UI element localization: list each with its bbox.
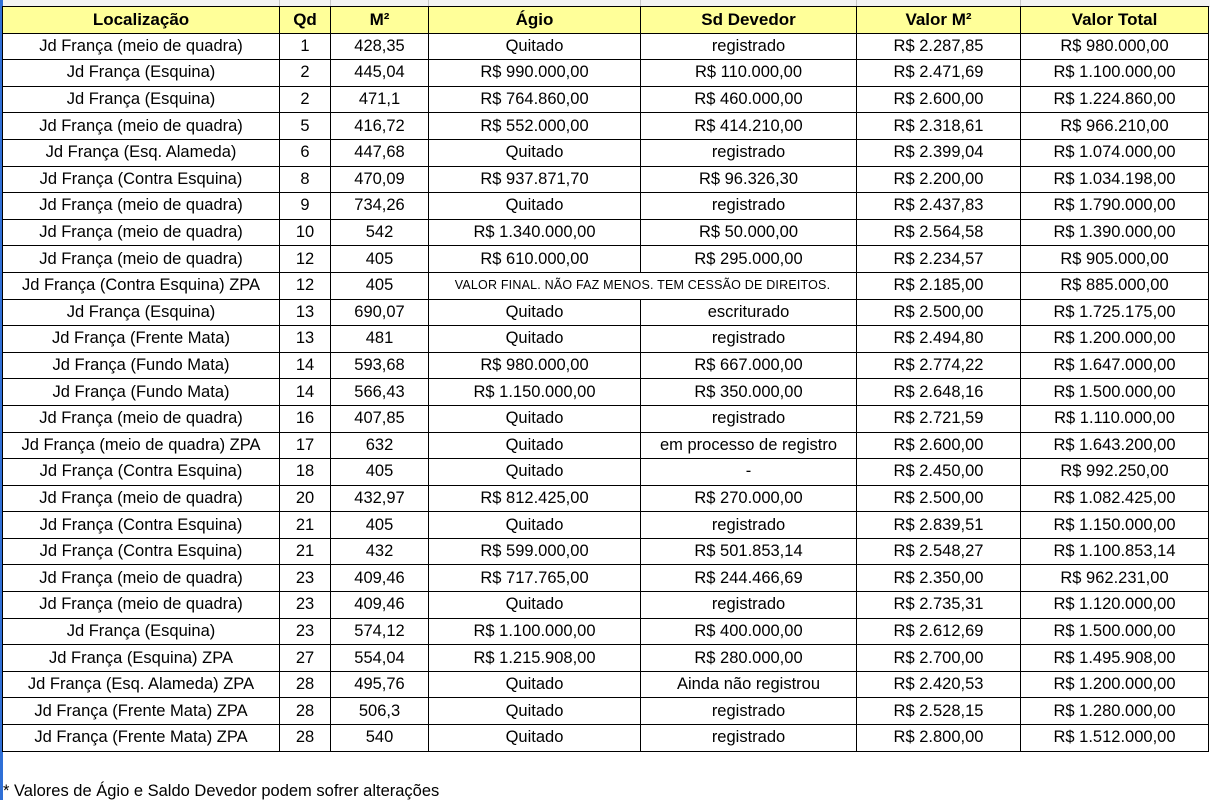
table-row — [3, 459, 1209, 486]
cell-valor-m2[interactable]: R$ 2.612,69 — [857, 618, 1021, 645]
cell-qd[interactable]: 2 — [280, 60, 331, 87]
cell-valor-m2[interactable]: R$ 2.700,00 — [857, 645, 1021, 672]
table-row — [3, 538, 1209, 565]
cell-localizacao[interactable]: Jd França (meio de quadra) — [3, 219, 280, 246]
cell-valor-total[interactable]: R$ 1.790.000,00 — [1021, 193, 1209, 220]
cell-localizacao[interactable]: Jd França (Esquina) — [3, 618, 280, 645]
cell-valor-m2[interactable]: R$ 2.800,00 — [857, 725, 1021, 752]
cell-m2[interactable]: 407,85 — [331, 405, 429, 432]
cell-m2[interactable]: 405 — [331, 459, 429, 486]
cell-valor-total[interactable]: R$ 1.074.000,00 — [1021, 139, 1209, 166]
cell-valor-m2[interactable]: R$ 2.200,00 — [857, 166, 1021, 193]
cell-localizacao[interactable]: Jd França (Esquina) — [3, 299, 280, 326]
cell-agio[interactable]: R$ 937.871,70 — [429, 166, 641, 193]
cell-agio[interactable]: R$ 1.340.000,00 — [429, 219, 641, 246]
cell-qd[interactable]: 23 — [280, 565, 331, 592]
cell-qd[interactable]: 17 — [280, 432, 331, 459]
cell-sd-devedor[interactable]: R$ 270.000,00 — [641, 485, 857, 512]
cell-sd-devedor[interactable]: registrado — [641, 725, 857, 752]
cell-agio[interactable]: Quitado — [429, 512, 641, 539]
cell-qd[interactable]: 27 — [280, 645, 331, 672]
footnote: * Valores de Ágio e Saldo Devedor podem sofrer alterações — [3, 782, 440, 800]
cell-localizacao[interactable]: Jd França (Frente Mata) ZPA — [3, 725, 280, 752]
cell-sd-devedor[interactable]: registrado — [641, 698, 857, 725]
table-row — [3, 219, 1209, 246]
cell-agio[interactable]: R$ 1.215.908,00 — [429, 645, 641, 672]
cell-agio[interactable]: R$ 717.765,00 — [429, 565, 641, 592]
cell-valor-total[interactable]: R$ 962.231,00 — [1021, 565, 1209, 592]
cell-m2[interactable]: 593,68 — [331, 352, 429, 379]
cell-localizacao[interactable]: Jd França (Frente Mata) ZPA — [3, 698, 280, 725]
cell-valor-total[interactable]: R$ 1.224.860,00 — [1021, 86, 1209, 113]
cell-sd-devedor[interactable]: R$ 280.000,00 — [641, 645, 857, 672]
cell-agio[interactable]: Quitado — [429, 459, 641, 486]
table-row — [3, 592, 1209, 619]
cell-m2[interactable]: 409,46 — [331, 592, 429, 619]
cell-localizacao[interactable]: Jd França (Contra Esquina) — [3, 512, 280, 539]
cell-sd-devedor[interactable]: R$ 501.853,14 — [641, 538, 857, 565]
header-cell-valor-total[interactable]: Valor Total — [1021, 7, 1209, 34]
cell-sd-devedor[interactable]: registrado — [641, 139, 857, 166]
table-row — [3, 645, 1209, 672]
cell-qd[interactable]: 10 — [280, 219, 331, 246]
cell-agio[interactable]: R$ 599.000,00 — [429, 538, 641, 565]
cell-sd-devedor[interactable]: registrado — [641, 193, 857, 220]
cell-valor-m2[interactable]: R$ 2.528,15 — [857, 698, 1021, 725]
cell-localizacao[interactable]: Jd França (Contra Esquina) — [3, 166, 280, 193]
cell-localizacao[interactable]: Jd França (meio de quadra) — [3, 33, 280, 60]
cell-localizacao[interactable]: Jd França (Fundo Mata) — [3, 379, 280, 406]
cell-localizacao[interactable]: Jd França (Esq. Alameda) ZPA — [3, 671, 280, 698]
table-row — [3, 139, 1209, 166]
cell-valor-total[interactable]: R$ 1.725.175,00 — [1021, 299, 1209, 326]
cell-localizacao[interactable]: Jd França (meio de quadra) — [3, 193, 280, 220]
header-cell-qd[interactable]: Qd — [280, 7, 331, 34]
cell-m2[interactable]: 566,43 — [331, 379, 429, 406]
table-row — [3, 113, 1209, 140]
cell-valor-total[interactable]: R$ 885.000,00 — [1021, 272, 1209, 299]
cell-sd-devedor[interactable]: R$ 244.466,69 — [641, 565, 857, 592]
cell-agio[interactable]: Quitado — [429, 326, 641, 353]
cell-agio[interactable]: R$ 610.000,00 — [429, 246, 641, 273]
cell-agio[interactable]: Quitado — [429, 725, 641, 752]
cell-m2[interactable]: 632 — [331, 432, 429, 459]
cell-m2[interactable]: 471,1 — [331, 86, 429, 113]
cell-m2[interactable]: 445,04 — [331, 60, 429, 87]
cell-valor-m2[interactable]: R$ 2.600,00 — [857, 432, 1021, 459]
table-row — [3, 33, 1209, 60]
cell-valor-total[interactable]: R$ 1.390.000,00 — [1021, 219, 1209, 246]
cell-m2[interactable]: 428,35 — [331, 33, 429, 60]
cell-valor-total[interactable]: R$ 1.034.198,00 — [1021, 166, 1209, 193]
cell-qd[interactable]: 18 — [280, 459, 331, 486]
table-row — [3, 193, 1209, 220]
table-row — [3, 326, 1209, 353]
cell-valor-m2[interactable]: R$ 2.548,27 — [857, 538, 1021, 565]
cell-localizacao[interactable]: Jd França (Esquina) — [3, 86, 280, 113]
cell-valor-m2[interactable]: R$ 2.600,00 — [857, 86, 1021, 113]
cell-localizacao[interactable]: Jd França (Contra Esquina) — [3, 459, 280, 486]
table-row — [3, 86, 1209, 113]
cell-m2[interactable]: 542 — [331, 219, 429, 246]
cell-localizacao[interactable]: Jd França (Frente Mata) — [3, 326, 280, 353]
cell-localizacao[interactable]: Jd França (Contra Esquina) — [3, 538, 280, 565]
cell-sd-devedor[interactable]: R$ 460.000,00 — [641, 86, 857, 113]
cell-sd-devedor[interactable]: - — [641, 459, 857, 486]
cell-qd[interactable]: 21 — [280, 512, 331, 539]
cell-localizacao[interactable]: Jd França (meio de quadra) — [3, 405, 280, 432]
table-row — [3, 379, 1209, 406]
cell-agio[interactable]: Quitado — [429, 33, 641, 60]
cell-qd[interactable]: 13 — [280, 326, 331, 353]
cell-valor-m2[interactable]: R$ 2.564,58 — [857, 219, 1021, 246]
cell-sd-devedor[interactable]: R$ 667.000,00 — [641, 352, 857, 379]
table-row — [3, 352, 1209, 379]
cell-note[interactable]: VALOR FINAL. NÃO FAZ MENOS. TEM CESSÃO DE DIREITOS. — [429, 272, 857, 299]
cell-sd-devedor[interactable]: escriturado — [641, 299, 857, 326]
cell-qd[interactable]: 23 — [280, 618, 331, 645]
table-row — [3, 725, 1209, 752]
cell-m2[interactable]: 540 — [331, 725, 429, 752]
cell-qd[interactable]: 2 — [280, 86, 331, 113]
cell-valor-total[interactable]: R$ 1.200.000,00 — [1021, 326, 1209, 353]
cell-sd-devedor[interactable]: registrado — [641, 405, 857, 432]
lots-table — [2, 6, 1209, 752]
cell-valor-m2[interactable]: R$ 2.287,85 — [857, 33, 1021, 60]
cell-sd-devedor[interactable]: R$ 414.210,00 — [641, 113, 857, 140]
cell-m2[interactable]: 416,72 — [331, 113, 429, 140]
table-row — [3, 246, 1209, 273]
cell-m2[interactable]: 690,07 — [331, 299, 429, 326]
cell-sd-devedor[interactable]: R$ 50.000,00 — [641, 219, 857, 246]
cell-agio[interactable]: R$ 1.150.000,00 — [429, 379, 641, 406]
cell-sd-devedor[interactable]: Ainda não registrou — [641, 671, 857, 698]
cell-qd[interactable]: 13 — [280, 299, 331, 326]
cell-localizacao[interactable]: Jd França (meio de quadra) — [3, 113, 280, 140]
cell-agio[interactable]: Quitado — [429, 432, 641, 459]
cell-sd-devedor[interactable]: R$ 295.000,00 — [641, 246, 857, 273]
cell-qd[interactable]: 28 — [280, 698, 331, 725]
cell-m2[interactable]: 506,3 — [331, 698, 429, 725]
cell-localizacao[interactable]: Jd França (Esquina) ZPA — [3, 645, 280, 672]
cell-agio[interactable]: Quitado — [429, 592, 641, 619]
cell-m2[interactable]: 574,12 — [331, 618, 429, 645]
table-row — [3, 299, 1209, 326]
cell-valor-total[interactable]: R$ 1.120.000,00 — [1021, 592, 1209, 619]
cell-valor-m2[interactable]: R$ 2.735,31 — [857, 592, 1021, 619]
cell-valor-total[interactable]: R$ 1.280.000,00 — [1021, 698, 1209, 725]
cell-valor-total[interactable]: R$ 980.000,00 — [1021, 33, 1209, 60]
table-row — [3, 405, 1209, 432]
cell-sd-devedor[interactable]: registrado — [641, 592, 857, 619]
cell-valor-total[interactable]: R$ 1.495.908,00 — [1021, 645, 1209, 672]
cell-m2[interactable]: 409,46 — [331, 565, 429, 592]
cell-valor-m2[interactable]: R$ 2.648,16 — [857, 379, 1021, 406]
table-row — [3, 698, 1209, 725]
cell-valor-total[interactable]: R$ 1.150.000,00 — [1021, 512, 1209, 539]
cell-qd[interactable]: 12 — [280, 272, 331, 299]
cell-valor-m2[interactable]: R$ 2.721,59 — [857, 405, 1021, 432]
cell-valor-total[interactable]: R$ 1.200.000,00 — [1021, 671, 1209, 698]
cell-valor-m2[interactable]: R$ 2.420,53 — [857, 671, 1021, 698]
cell-qd[interactable]: 23 — [280, 592, 331, 619]
cell-agio[interactable]: Quitado — [429, 139, 641, 166]
cell-agio[interactable]: Quitado — [429, 299, 641, 326]
cell-m2[interactable]: 554,04 — [331, 645, 429, 672]
cell-qd[interactable]: 14 — [280, 352, 331, 379]
cell-localizacao[interactable]: Jd França (meio de quadra) — [3, 246, 280, 273]
table-body — [3, 33, 1209, 751]
cell-localizacao[interactable]: Jd França (Esq. Alameda) — [3, 139, 280, 166]
table-row — [3, 166, 1209, 193]
cell-sd-devedor[interactable]: R$ 96.326,30 — [641, 166, 857, 193]
cell-m2[interactable]: 734,26 — [331, 193, 429, 220]
cell-valor-m2[interactable]: R$ 2.500,00 — [857, 299, 1021, 326]
cell-qd[interactable]: 28 — [280, 671, 331, 698]
cell-agio[interactable]: R$ 552.000,00 — [429, 113, 641, 140]
cell-agio[interactable]: R$ 1.100.000,00 — [429, 618, 641, 645]
cell-m2[interactable]: 405 — [331, 512, 429, 539]
cell-valor-total[interactable]: R$ 1.110.000,00 — [1021, 405, 1209, 432]
cell-valor-m2[interactable]: R$ 2.185,00 — [857, 272, 1021, 299]
cell-qd[interactable]: 5 — [280, 113, 331, 140]
cell-valor-m2[interactable]: R$ 2.494,80 — [857, 326, 1021, 353]
cell-valor-m2[interactable]: R$ 2.471,69 — [857, 60, 1021, 87]
cell-agio[interactable]: R$ 812.425,00 — [429, 485, 641, 512]
cell-qd[interactable]: 16 — [280, 405, 331, 432]
cell-valor-m2[interactable]: R$ 2.437,83 — [857, 193, 1021, 220]
cell-qd[interactable]: 8 — [280, 166, 331, 193]
table-row — [3, 432, 1209, 459]
cell-sd-devedor[interactable]: R$ 400.000,00 — [641, 618, 857, 645]
cell-valor-total[interactable]: R$ 1.082.425,00 — [1021, 485, 1209, 512]
cell-localizacao[interactable]: Jd França (meio de quadra) — [3, 485, 280, 512]
cell-valor-total[interactable]: R$ 1.100.853,14 — [1021, 538, 1209, 565]
cell-m2[interactable]: 447,68 — [331, 139, 429, 166]
cell-qd[interactable]: 20 — [280, 485, 331, 512]
table-row — [3, 565, 1209, 592]
cell-valor-m2[interactable]: R$ 2.350,00 — [857, 565, 1021, 592]
cell-localizacao[interactable]: Jd França (Fundo Mata) — [3, 352, 280, 379]
cell-agio[interactable]: Quitado — [429, 405, 641, 432]
cell-agio[interactable]: Quitado — [429, 193, 641, 220]
cell-qd[interactable]: 28 — [280, 725, 331, 752]
cell-valor-total[interactable]: R$ 1.500.000,00 — [1021, 618, 1209, 645]
cell-localizacao[interactable]: Jd França (Esquina) — [3, 60, 280, 87]
cell-valor-m2[interactable]: R$ 2.774,22 — [857, 352, 1021, 379]
cell-qd[interactable]: 21 — [280, 538, 331, 565]
cell-agio[interactable]: R$ 980.000,00 — [429, 352, 641, 379]
header-cell-m2[interactable]: M² — [331, 7, 429, 34]
cell-sd-devedor[interactable]: registrado — [641, 326, 857, 353]
cell-sd-devedor[interactable]: R$ 350.000,00 — [641, 379, 857, 406]
header-cell-localizacao[interactable]: Localização — [3, 7, 280, 34]
cell-qd[interactable]: 1 — [280, 33, 331, 60]
cell-valor-total[interactable]: R$ 905.000,00 — [1021, 246, 1209, 273]
cell-valor-m2[interactable]: R$ 2.234,57 — [857, 246, 1021, 273]
cell-m2[interactable]: 405 — [331, 272, 429, 299]
cell-valor-total[interactable]: R$ 1.647.000,00 — [1021, 352, 1209, 379]
cell-localizacao[interactable]: Jd França (Contra Esquina) ZPA — [3, 272, 280, 299]
table-row — [3, 671, 1209, 698]
cell-valor-total[interactable]: R$ 966.210,00 — [1021, 113, 1209, 140]
cell-valor-m2[interactable]: R$ 2.500,00 — [857, 485, 1021, 512]
header-cell-valor-m2[interactable]: Valor M² — [857, 7, 1021, 34]
cell-valor-total[interactable]: R$ 1.100.000,00 — [1021, 60, 1209, 87]
cell-valor-m2[interactable]: R$ 2.399,04 — [857, 139, 1021, 166]
cell-agio[interactable]: Quitado — [429, 671, 641, 698]
cell-qd[interactable]: 6 — [280, 139, 331, 166]
cell-m2[interactable]: 470,09 — [331, 166, 429, 193]
cell-m2[interactable]: 432 — [331, 538, 429, 565]
cell-m2[interactable]: 405 — [331, 246, 429, 273]
cell-valor-total[interactable]: R$ 1.512.000,00 — [1021, 725, 1209, 752]
cell-agio[interactable]: Quitado — [429, 698, 641, 725]
cell-sd-devedor[interactable]: registrado — [641, 33, 857, 60]
cell-sd-devedor[interactable]: em processo de registro — [641, 432, 857, 459]
cell-m2[interactable]: 495,76 — [331, 671, 429, 698]
cell-sd-devedor[interactable]: registrado — [641, 512, 857, 539]
cell-localizacao[interactable]: Jd França (meio de quadra) — [3, 592, 280, 619]
cell-valor-total[interactable]: R$ 1.500.000,00 — [1021, 379, 1209, 406]
cell-qd[interactable]: 14 — [280, 379, 331, 406]
cell-agio[interactable]: R$ 764.860,00 — [429, 86, 641, 113]
header-cell-agio[interactable]: Ágio — [429, 7, 641, 34]
header-cell-sd-devedor[interactable]: Sd Devedor — [641, 7, 857, 34]
cell-valor-m2[interactable]: R$ 2.450,00 — [857, 459, 1021, 486]
cell-localizacao[interactable]: Jd França (meio de quadra) — [3, 565, 280, 592]
cell-valor-total[interactable]: R$ 992.250,00 — [1021, 459, 1209, 486]
table-row — [3, 485, 1209, 512]
cell-sd-devedor[interactable]: R$ 110.000,00 — [641, 60, 857, 87]
cell-qd[interactable]: 9 — [280, 193, 331, 220]
table-row — [3, 60, 1209, 87]
cell-valor-total[interactable]: R$ 1.643.200,00 — [1021, 432, 1209, 459]
cell-valor-m2[interactable]: R$ 2.839,51 — [857, 512, 1021, 539]
cell-agio[interactable]: R$ 990.000,00 — [429, 60, 641, 87]
cell-m2[interactable]: 481 — [331, 326, 429, 353]
cell-qd[interactable]: 12 — [280, 246, 331, 273]
table-row — [3, 272, 1209, 299]
cell-m2[interactable]: 432,97 — [331, 485, 429, 512]
cell-localizacao[interactable]: Jd França (meio de quadra) ZPA — [3, 432, 280, 459]
header-row — [3, 7, 1209, 34]
table-row — [3, 512, 1209, 539]
table-row — [3, 618, 1209, 645]
cell-valor-m2[interactable]: R$ 2.318,61 — [857, 113, 1021, 140]
